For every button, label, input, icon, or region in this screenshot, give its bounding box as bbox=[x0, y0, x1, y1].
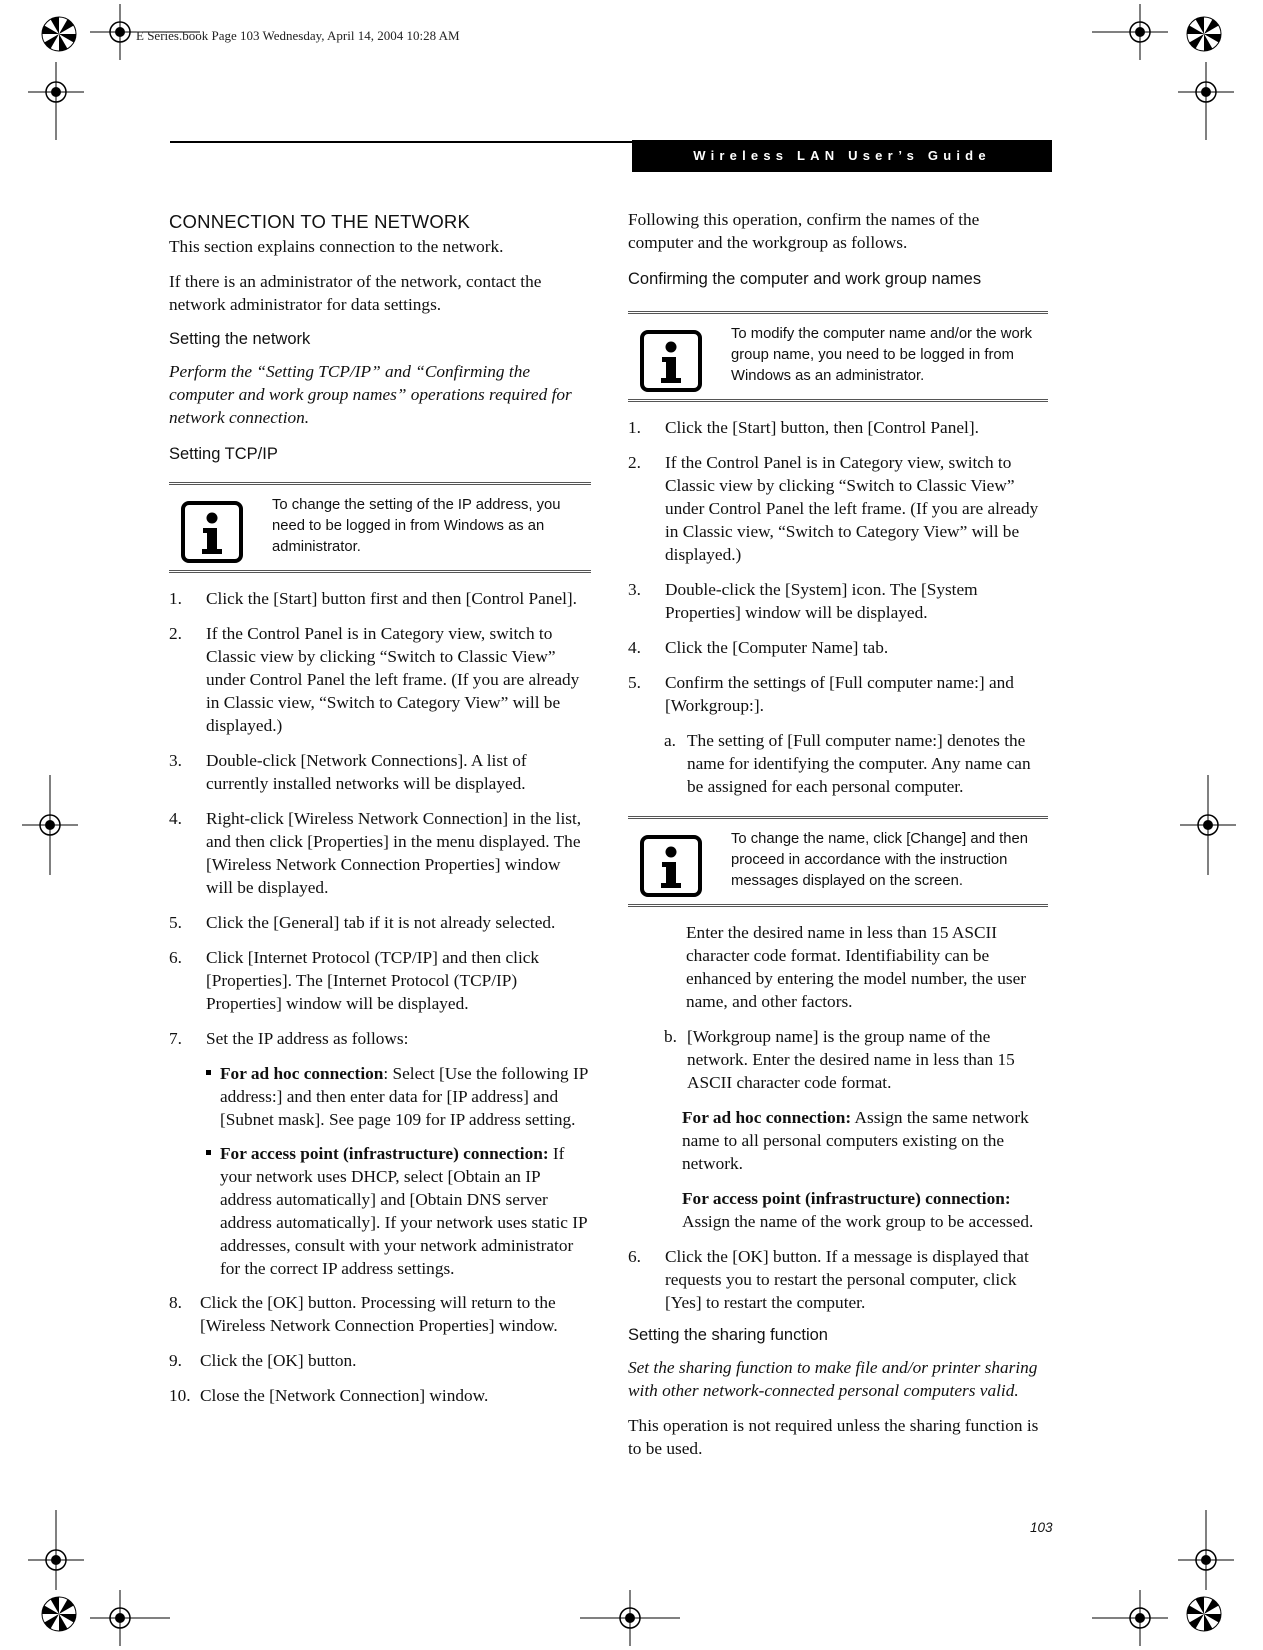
adhoc-label: For ad hoc connection: bbox=[682, 1108, 852, 1127]
list-item bbox=[169, 911, 591, 934]
tcpip-steps bbox=[169, 587, 591, 1407]
step-text: Click the [Start] button first and then [Control Panel]. bbox=[206, 589, 577, 608]
step-number: 5. bbox=[169, 913, 182, 932]
bullet-square bbox=[206, 1150, 211, 1155]
admin-paragraph: If there is an administrator of the network, contact the network administrator for data settings. bbox=[169, 272, 542, 314]
info-note bbox=[628, 311, 1048, 402]
bullet-label: For access point (infrastructure) connection: bbox=[220, 1144, 549, 1163]
list-item bbox=[628, 671, 1048, 717]
list-item bbox=[628, 578, 1048, 624]
right-column bbox=[628, 208, 1048, 1472]
list-item bbox=[169, 807, 591, 899]
bullet-text: : Select [Use the following IP address:] and then enter data for [IP address] and [Subnet mask]. See page 109 for IP address setting. bbox=[220, 1064, 588, 1129]
list-item bbox=[169, 749, 591, 795]
step-number: 4. bbox=[169, 809, 182, 828]
page-number: 103 bbox=[1030, 1520, 1053, 1535]
sub-item-a bbox=[664, 729, 1048, 798]
adhoc-paragraph bbox=[682, 1106, 1048, 1175]
info-icon bbox=[181, 501, 243, 570]
sub-text: [Workgroup name] is the group name of the network. Enter the desired name in less than 15 ASCII character code format. bbox=[687, 1027, 1015, 1092]
step-text: Set the IP address as follows: bbox=[206, 1029, 409, 1048]
step-text: Click the [Start] button, then [Control Panel]. bbox=[665, 418, 979, 437]
list-item bbox=[169, 946, 591, 1015]
list-item bbox=[169, 1349, 591, 1372]
list-item bbox=[628, 416, 1048, 439]
note-text: To modify the computer name and/or the work group name, you need to be logged in from Windows as an administrator. bbox=[731, 326, 1033, 384]
access-point-paragraph bbox=[682, 1187, 1048, 1233]
enter-name-paragraph: Enter the desired name in less than 15 ASCII character code format. Identifiability can be enhanced by entering the model number, the user name, and other factors. bbox=[686, 923, 1027, 1011]
step-number: 4. bbox=[628, 638, 641, 657]
step-text: Click [Internet Protocol (TCP/IP] and then click [Properties]. The [Internet Protocol (TCP/IP) Properties] window will be displayed. bbox=[206, 948, 540, 1013]
step-text: Right-click [Wireless Network Connection] in the list, and then click [Properties] in the menu displayed. The [Wireless Network Connection Properties] window will be displayed. bbox=[206, 809, 582, 897]
info-icon bbox=[640, 330, 702, 399]
step-text: Click the [OK] button. Processing will return to the [Wireless Network Connection Properties] window. bbox=[200, 1293, 558, 1335]
access-point-text: Assign the name of the work group to be accessed. bbox=[682, 1212, 1034, 1231]
access-point-label: For access point (infrastructure) connection: bbox=[682, 1189, 1011, 1208]
step-number: 1. bbox=[628, 418, 641, 437]
step-text: Double-click the [System] icon. The [System Properties] window will be displayed. bbox=[665, 580, 978, 622]
list-item bbox=[169, 1384, 591, 1407]
step-text: Confirm the settings of [Full computer name:] and [Workgroup:]. bbox=[665, 673, 1014, 715]
section-title: CONNECTION TO THE NETWORK bbox=[169, 211, 471, 232]
setting-network-instructions: Perform the “Setting TCP/IP” and “Confirming the computer and work group names” operations required for network connection. bbox=[169, 362, 572, 427]
step-text: Double-click [Network Connections]. A list of currently installed networks will be displayed. bbox=[206, 751, 527, 793]
tcpip-heading: Setting TCP/IP bbox=[169, 445, 278, 463]
note-text: To change the name, click [Change] and then proceed in accordance with the instruction messages displayed on the screen. bbox=[731, 831, 1028, 889]
list-item bbox=[169, 1291, 591, 1337]
step-text: If the Control Panel is in Category view, switch to Classic view by clicking “Switch to Classic View” under Control Panel the left frame. (If you are already in Classic view, “Switch to Category View” will be displayed.) bbox=[665, 453, 1039, 564]
step-number: 1. bbox=[169, 589, 182, 608]
info-note bbox=[169, 482, 591, 573]
bullet-adhoc bbox=[206, 1062, 591, 1131]
sharing-heading: Setting the sharing function bbox=[628, 1326, 828, 1344]
step-number: 3. bbox=[169, 751, 182, 770]
step-text: Click the [General] tab if it is not already selected. bbox=[206, 913, 556, 932]
confirm-heading: Confirming the computer and work group names bbox=[628, 270, 982, 288]
bullet-square bbox=[206, 1070, 211, 1075]
bullet-text: If your network uses DHCP, select [Obtain an IP address automatically] and [Obtain DNS server address automatically]. If your network uses static IP addresses, consult with your network administrator for the correct IP address settings. bbox=[220, 1144, 587, 1278]
step-text: If the Control Panel is in Category view, switch to Classic view by clicking “Switch to Classic View” under Control Panel the left frame. (If you are already in Classic view, “Switch to Category View” will be displayed.) bbox=[206, 624, 580, 735]
sharing-instructions: Set the sharing function to make file and/or printer sharing with other network-connected personal computers valid. bbox=[628, 1358, 1038, 1400]
step-number: 6. bbox=[628, 1247, 641, 1266]
list-item bbox=[169, 587, 591, 610]
info-icon bbox=[640, 835, 702, 904]
step-text: Click the [OK] button. bbox=[200, 1351, 357, 1370]
list-item bbox=[169, 622, 591, 737]
sharing-paragraph: This operation is not required unless the sharing function is to be used. bbox=[628, 1416, 1039, 1458]
bullet-label: For ad hoc connection bbox=[220, 1064, 384, 1083]
info-note bbox=[628, 816, 1048, 907]
guide-title: Wireless LAN User’s Guide bbox=[632, 140, 1052, 172]
step-number: 5. bbox=[628, 673, 641, 692]
book-header: E Series.book Page 103 Wednesday, April 14, 2004 10:28 AM bbox=[136, 28, 460, 43]
step-number: 3. bbox=[628, 580, 641, 599]
bullet-access-point bbox=[206, 1142, 591, 1280]
adhoc-text: Assign the same network name to all personal computers existing on the network. bbox=[682, 1108, 1029, 1173]
list-item bbox=[169, 1027, 591, 1050]
right-intro: Following this operation, confirm the names of the computer and the workgroup as follows. bbox=[628, 210, 980, 252]
sub-letter: b. bbox=[664, 1027, 677, 1046]
step-number: 6. bbox=[169, 948, 182, 967]
step-number: 2. bbox=[628, 453, 641, 472]
left-column bbox=[169, 208, 591, 1419]
setting-network-heading: Setting the network bbox=[169, 330, 311, 348]
step-number: 7. bbox=[169, 1029, 182, 1048]
step-number: 2. bbox=[169, 624, 182, 643]
note-text: To change the setting of the IP address, you need to be logged in from Windows as an administrator. bbox=[272, 497, 561, 555]
list-item bbox=[628, 451, 1048, 566]
list-item bbox=[628, 636, 1048, 659]
step-number: 8. bbox=[169, 1293, 182, 1312]
step-text: Click the [Computer Name] tab. bbox=[665, 638, 889, 657]
intro-paragraph: This section explains connection to the network. bbox=[169, 237, 504, 256]
sub-letter: a. bbox=[664, 731, 676, 750]
step-text: Close the [Network Connection] window. bbox=[200, 1386, 489, 1405]
sub-text: The setting of [Full computer name:] denotes the name for identifying the computer. Any name can be assigned for each personal computer. bbox=[687, 731, 1031, 796]
step-text: Click the [OK] button. If a message is displayed that requests you to restart the personal computer, click [Yes] to restart the computer. bbox=[665, 1247, 1029, 1312]
list-item bbox=[628, 1245, 1048, 1314]
step-number: 10. bbox=[169, 1386, 191, 1405]
sub-item-b bbox=[664, 1025, 1048, 1094]
confirm-steps bbox=[628, 416, 1048, 1314]
header-rule bbox=[170, 141, 632, 143]
step-number: 9. bbox=[169, 1351, 182, 1370]
